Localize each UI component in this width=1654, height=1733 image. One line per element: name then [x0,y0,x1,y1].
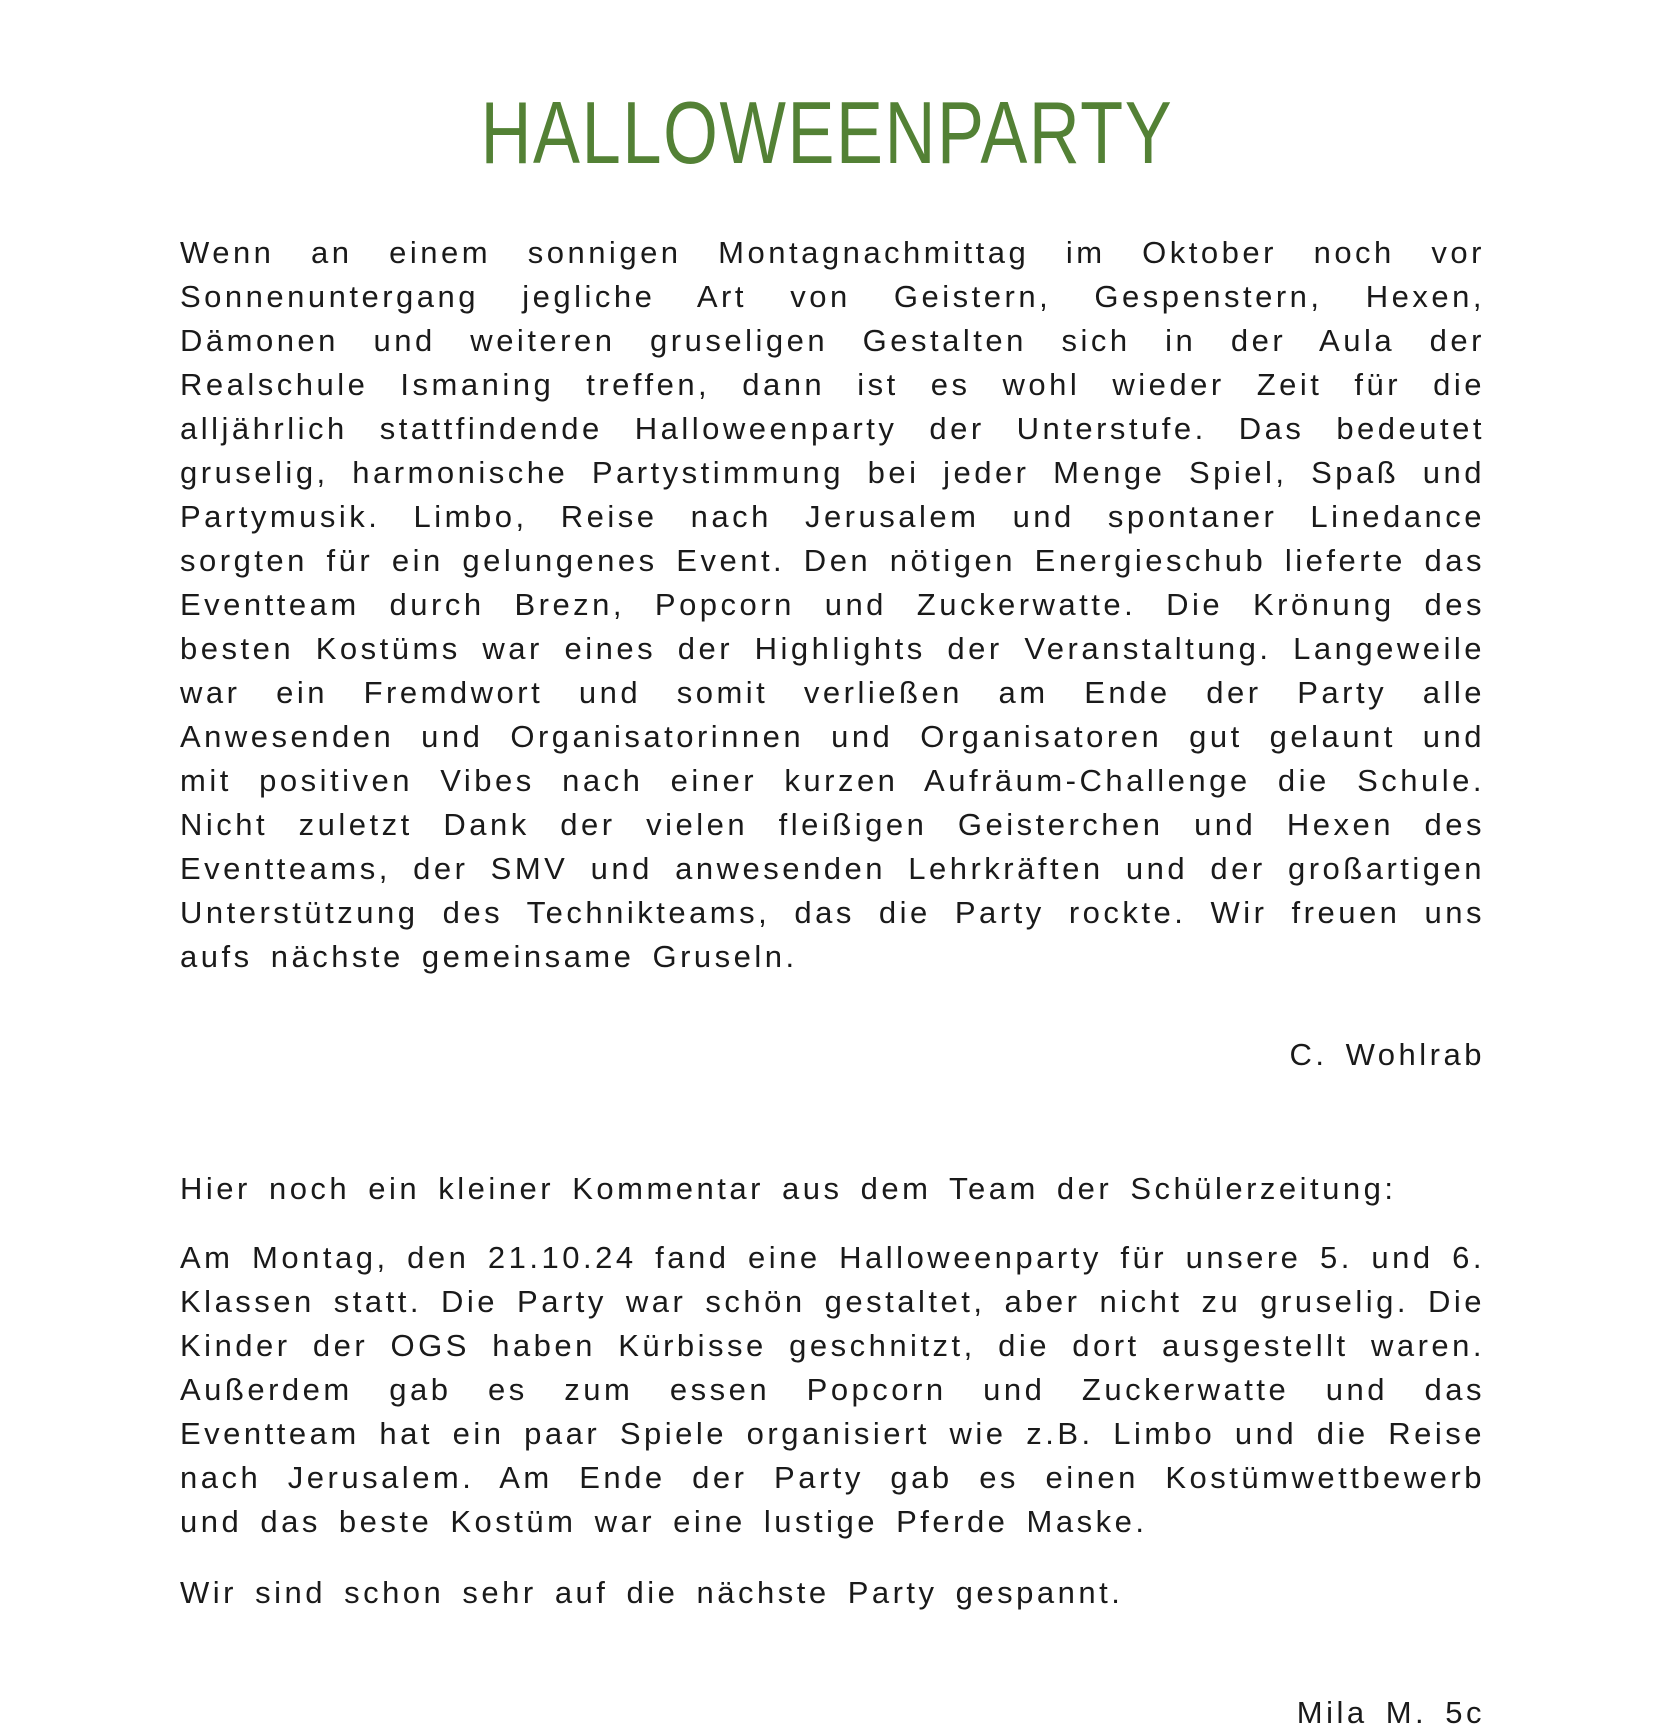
commenter-signature: Mila M. 5c [1296,1695,1485,1730]
main-paragraph: Wenn an einem sonnigen Montagnachmittag im Oktober noch vor Sonnenuntergang jegliche Art von Geistern, Gespenstern, Hexen, Dämonen und weiteren gruseligen Gestalten sich in der Aula der Realschule Ismaning treffen, dann ist es wohl wieder Zeit für die alljährlich stattfindende Halloweenparty der Unterstufe. Das bedeutet gruselig, harmonische Partystimmung bei jeder Menge Spiel, Spaß und Partymusik. Limbo, Reise nach Jerusalem und spontaner Linedance sorgten für ein gelungenes Event. Den nötigen Energieschub lieferte das Eventteam durch Brezn, Popcorn und Zuckerwatte. Die Krönung des besten Kostüms war eines der Highlights der Veranstaltung. Langeweile war ein Fremdwort und somit verließen am Ende der Party alle Anwesenden und Organisatorinnen und Organisatoren gut gelaunt und mit positiven Vibes nach einer kurzen Aufräum-Challenge die Schule. Nicht zuletzt Dank der vielen fleißigen Geisterchen und Hexen des Eventteams, der SMV und anwesenden Lehrkräften und der großartigen Unterstützung des Technikteams, das die Party rockte. Wir freuen uns aufs nächste gemeinsame Gruseln. [180,235,1485,974]
document-title [0,82,1654,182]
closing-line: Wir sind schon sehr auf die nächste Party gespannt. [180,1575,1124,1610]
document-title-text: HALLOWEENPARTY [480,82,1174,182]
author-signature: C. Wohlrab [1289,1037,1485,1072]
comment-paragraph: Am Montag, den 21.10.24 fand eine Halloweenparty für unsere 5. und 6. Klassen statt. Die Party war schön gestaltet, aber nicht zu gruselig. Die Kinder der OGS haben Kürbisse geschnitzt, die dort ausgestellt waren. Außerdem gab es zum essen Popcorn und Zuckerwatte und das Eventteam hat ein paar Spiele organisiert wie z.B. Limbo und die Reise nach Jerusalem. Am Ende der Party gab es einen Kostümwettbewerb und das beste Kostüm war eine lustige Pferde Maske. [180,1240,1485,1539]
comment-intro-line: Hier noch ein kleiner Kommentar aus dem Team der Schülerzeitung: [180,1171,1397,1206]
